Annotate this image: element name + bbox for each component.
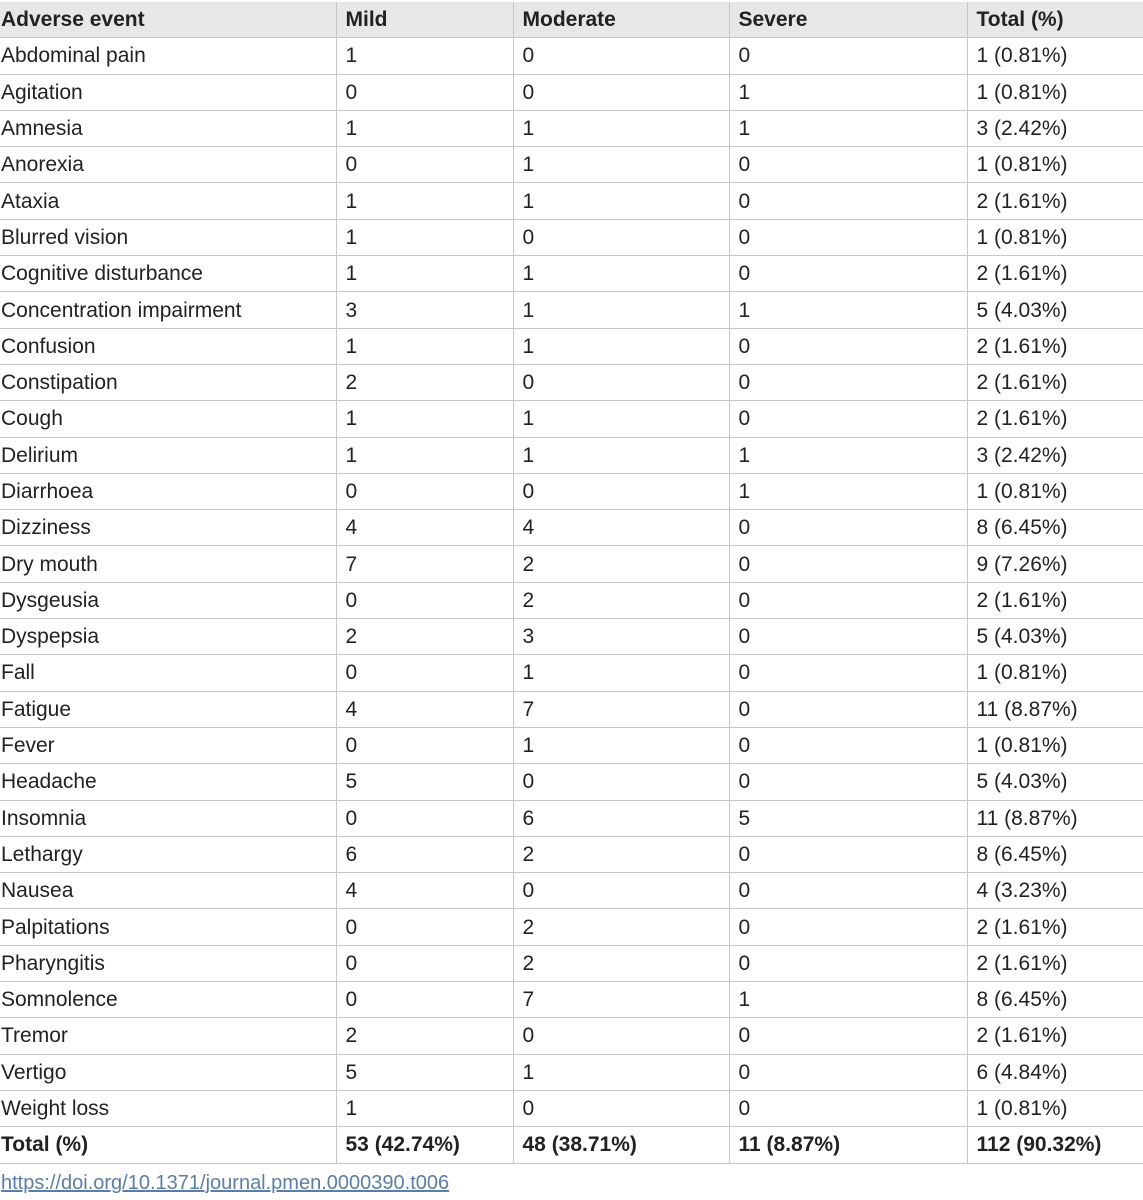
cell-total: 1 (0.81%) (967, 219, 1143, 255)
table-row (0, 582, 1143, 618)
cell-mild: 1 (336, 328, 513, 364)
cell-total: 8 (6.45%) (967, 982, 1143, 1018)
cell-moderate: 0 (513, 873, 729, 909)
cell-adverse-event: Dry mouth (0, 546, 336, 582)
table-row (0, 401, 1143, 437)
cell-total: 1 (0.81%) (967, 473, 1143, 509)
cell-total: 11 (8.87%) (967, 691, 1143, 727)
table-row (0, 1090, 1143, 1126)
table-row (0, 328, 1143, 364)
cell-total: 2 (1.61%) (967, 256, 1143, 292)
cell-adverse-event: Vertigo (0, 1054, 336, 1090)
cell-adverse-event: Diarrhoea (0, 473, 336, 509)
cell-adverse-event: Headache (0, 764, 336, 800)
cell-moderate: 2 (513, 945, 729, 981)
cell-total: 2 (1.61%) (967, 401, 1143, 437)
cell-total: 5 (4.03%) (967, 619, 1143, 655)
cell-adverse-event: Lethargy (0, 836, 336, 872)
cell-moderate: 2 (513, 546, 729, 582)
cell-adverse-event: Dysgeusia (0, 582, 336, 618)
cell-moderate: 0 (513, 764, 729, 800)
cell-severe: 0 (729, 183, 967, 219)
cell-total: 1 (0.81%) (967, 1090, 1143, 1126)
cell-severe: 0 (729, 364, 967, 400)
cell-severe: 0 (729, 945, 967, 981)
cell-total: 1 (0.81%) (967, 727, 1143, 763)
table-row (0, 909, 1143, 945)
cell-mild: 1 (336, 401, 513, 437)
table-row (0, 1054, 1143, 1090)
cell-mild: 7 (336, 546, 513, 582)
cell-severe: 0 (729, 655, 967, 691)
cell-total: 2 (1.61%) (967, 364, 1143, 400)
cell-mild: 1 (336, 256, 513, 292)
cell-severe: 1 (729, 982, 967, 1018)
cell-adverse-event: Fever (0, 727, 336, 763)
cell-total: 3 (2.42%) (967, 437, 1143, 473)
cell-moderate: 1 (513, 110, 729, 146)
cell-moderate: 1 (513, 655, 729, 691)
cell-moderate: 0 (513, 1018, 729, 1054)
cell-severe: 0 (729, 873, 967, 909)
cell-moderate: 1 (513, 256, 729, 292)
cell-moderate: 1 (513, 292, 729, 328)
header-adverse-event: Adverse event (0, 2, 336, 38)
cell-total: 1 (0.81%) (967, 147, 1143, 183)
cell-adverse-event: Somnolence (0, 982, 336, 1018)
cell-mild: 4 (336, 873, 513, 909)
cell-total: 2 (1.61%) (967, 328, 1143, 364)
table-row (0, 38, 1143, 74)
cell-severe: 0 (729, 401, 967, 437)
table-row (0, 873, 1143, 909)
cell-severe: 0 (729, 256, 967, 292)
cell-severe: 0 (729, 1018, 967, 1054)
doi-link[interactable]: https://doi.org/10.1371/journal.pmen.0000390.t006 (1, 1172, 450, 1194)
table-row (0, 982, 1143, 1018)
cell-mild: 1 (336, 183, 513, 219)
cell-total: 11 (8.87%) (967, 800, 1143, 836)
cell-moderate: 0 (513, 473, 729, 509)
cell-mild: 2 (336, 619, 513, 655)
cell-moderate: 3 (513, 619, 729, 655)
cell-mild: 5 (336, 764, 513, 800)
cell-total: 2 (1.61%) (967, 183, 1143, 219)
cell-total: 1 (0.81%) (967, 655, 1143, 691)
cell-mild: 1 (336, 219, 513, 255)
cell-total: 1 (0.81%) (967, 74, 1143, 110)
cell-total: 3 (2.42%) (967, 110, 1143, 146)
cell-adverse-event: Cognitive disturbance (0, 256, 336, 292)
table-row (0, 219, 1143, 255)
cell-mild: 0 (336, 655, 513, 691)
table-header (0, 2, 1143, 38)
table-row (0, 256, 1143, 292)
cell-severe: 0 (729, 1090, 967, 1126)
cell-total: 9 (7.26%) (967, 546, 1143, 582)
cell-adverse-event: Dyspepsia (0, 619, 336, 655)
cell-adverse-event: Palpitations (0, 909, 336, 945)
cell-severe: 0 (729, 328, 967, 364)
cell-severe: 1 (729, 473, 967, 509)
cell-mild: 0 (336, 909, 513, 945)
cell-severe: 0 (729, 38, 967, 74)
cell-mild: 0 (336, 147, 513, 183)
cell-adverse-event: Agitation (0, 74, 336, 110)
table-row (0, 546, 1143, 582)
cell-severe: 0 (729, 727, 967, 763)
cell-severe: 1 (729, 437, 967, 473)
total-row (0, 1127, 1143, 1163)
cell-mild: 4 (336, 510, 513, 546)
cell-total: 6 (4.84%) (967, 1054, 1143, 1090)
cell-adverse-event: Constipation (0, 364, 336, 400)
cell-adverse-event: Weight loss (0, 1090, 336, 1126)
header-severe: Severe (729, 2, 967, 38)
cell-mild: 0 (336, 727, 513, 763)
cell-total: 8 (6.45%) (967, 510, 1143, 546)
cell-mild: 0 (336, 800, 513, 836)
cell-severe: 0 (729, 510, 967, 546)
cell-moderate: 1 (513, 727, 729, 763)
table-row (0, 110, 1143, 146)
cell-mild: 0 (336, 582, 513, 618)
cell-severe: 1 (729, 74, 967, 110)
cell-total: 1 (0.81%) (967, 38, 1143, 74)
cell-moderate: 0 (513, 219, 729, 255)
cell-mild: 5 (336, 1054, 513, 1090)
cell-moderate: 1 (513, 183, 729, 219)
cell-severe: 0 (729, 582, 967, 618)
table-row (0, 1018, 1143, 1054)
cell-mild: 1 (336, 110, 513, 146)
cell-mild: 0 (336, 473, 513, 509)
table-row (0, 727, 1143, 763)
cell-moderate: 2 (513, 836, 729, 872)
cell-severe: 0 (729, 619, 967, 655)
cell-adverse-event: Ataxia (0, 183, 336, 219)
cell-mild: 1 (336, 38, 513, 74)
cell-adverse-event: Tremor (0, 1018, 336, 1054)
cell-severe: 1 (729, 292, 967, 328)
cell-moderate: 1 (513, 401, 729, 437)
table-row (0, 764, 1143, 800)
table-row (0, 619, 1143, 655)
total-cell-mild: 53 (42.74%) (336, 1127, 513, 1163)
cell-moderate: 7 (513, 982, 729, 1018)
cell-mild: 1 (336, 437, 513, 473)
header-row (0, 2, 1143, 38)
cell-severe: 0 (729, 1054, 967, 1090)
cell-mild: 4 (336, 691, 513, 727)
cell-adverse-event: Nausea (0, 873, 336, 909)
header-mild: Mild (336, 2, 513, 38)
cell-moderate: 1 (513, 328, 729, 364)
adverse-events-table (0, 2, 1143, 1164)
cell-adverse-event: Dizziness (0, 510, 336, 546)
cell-adverse-event: Cough (0, 401, 336, 437)
table-row (0, 364, 1143, 400)
table-row (0, 655, 1143, 691)
table-row (0, 800, 1143, 836)
header-total: Total (%) (967, 2, 1143, 38)
cell-mild: 6 (336, 836, 513, 872)
table-body (0, 38, 1143, 1163)
cell-total: 2 (1.61%) (967, 1018, 1143, 1054)
cell-moderate: 0 (513, 74, 729, 110)
cell-mild: 2 (336, 1018, 513, 1054)
cell-mild: 0 (336, 982, 513, 1018)
table-row (0, 836, 1143, 872)
cell-total: 2 (1.61%) (967, 909, 1143, 945)
cell-adverse-event: Anorexia (0, 147, 336, 183)
cell-moderate: 1 (513, 1054, 729, 1090)
cell-moderate: 2 (513, 909, 729, 945)
cell-adverse-event: Fall (0, 655, 336, 691)
table-row (0, 473, 1143, 509)
table-row (0, 945, 1143, 981)
cell-severe: 0 (729, 836, 967, 872)
table-row (0, 183, 1143, 219)
cell-severe: 0 (729, 546, 967, 582)
header-moderate: Moderate (513, 2, 729, 38)
cell-adverse-event: Pharyngitis (0, 945, 336, 981)
table-row (0, 691, 1143, 727)
cell-moderate: 4 (513, 510, 729, 546)
cell-mild: 0 (336, 945, 513, 981)
cell-moderate: 2 (513, 582, 729, 618)
cell-moderate: 6 (513, 800, 729, 836)
cell-total: 4 (3.23%) (967, 873, 1143, 909)
cell-severe: 0 (729, 147, 967, 183)
cell-severe: 1 (729, 110, 967, 146)
cell-moderate: 0 (513, 1090, 729, 1126)
cell-adverse-event: Confusion (0, 328, 336, 364)
cell-mild: 0 (336, 74, 513, 110)
table-row (0, 74, 1143, 110)
cell-adverse-event: Blurred vision (0, 219, 336, 255)
cell-severe: 0 (729, 764, 967, 800)
total-cell-total: 112 (90.32%) (967, 1127, 1143, 1163)
table-row (0, 437, 1143, 473)
cell-mild: 3 (336, 292, 513, 328)
cell-total: 8 (6.45%) (967, 836, 1143, 872)
cell-total: 2 (1.61%) (967, 582, 1143, 618)
cell-adverse-event: Insomnia (0, 800, 336, 836)
cell-adverse-event: Concentration impairment (0, 292, 336, 328)
total-cell-severe: 11 (8.87%) (729, 1127, 967, 1163)
cell-severe: 0 (729, 691, 967, 727)
table-row (0, 292, 1143, 328)
cell-moderate: 0 (513, 38, 729, 74)
cell-moderate: 0 (513, 364, 729, 400)
cell-adverse-event: Fatigue (0, 691, 336, 727)
cell-adverse-event: Abdominal pain (0, 38, 336, 74)
cell-severe: 0 (729, 219, 967, 255)
cell-total: 2 (1.61%) (967, 945, 1143, 981)
total-cell-adverse-event: Total (%) (0, 1127, 336, 1163)
cell-adverse-event: Amnesia (0, 110, 336, 146)
cell-moderate: 1 (513, 437, 729, 473)
table-row (0, 510, 1143, 546)
cell-mild: 2 (336, 364, 513, 400)
total-cell-moderate: 48 (38.71%) (513, 1127, 729, 1163)
adverse-events-table-container (0, 2, 1143, 1164)
table-row (0, 147, 1143, 183)
cell-mild: 1 (336, 1090, 513, 1126)
cell-moderate: 1 (513, 147, 729, 183)
cell-severe: 5 (729, 800, 967, 836)
cell-severe: 0 (729, 909, 967, 945)
cell-total: 5 (4.03%) (967, 292, 1143, 328)
cell-moderate: 7 (513, 691, 729, 727)
cell-total: 5 (4.03%) (967, 764, 1143, 800)
cell-adverse-event: Delirium (0, 437, 336, 473)
